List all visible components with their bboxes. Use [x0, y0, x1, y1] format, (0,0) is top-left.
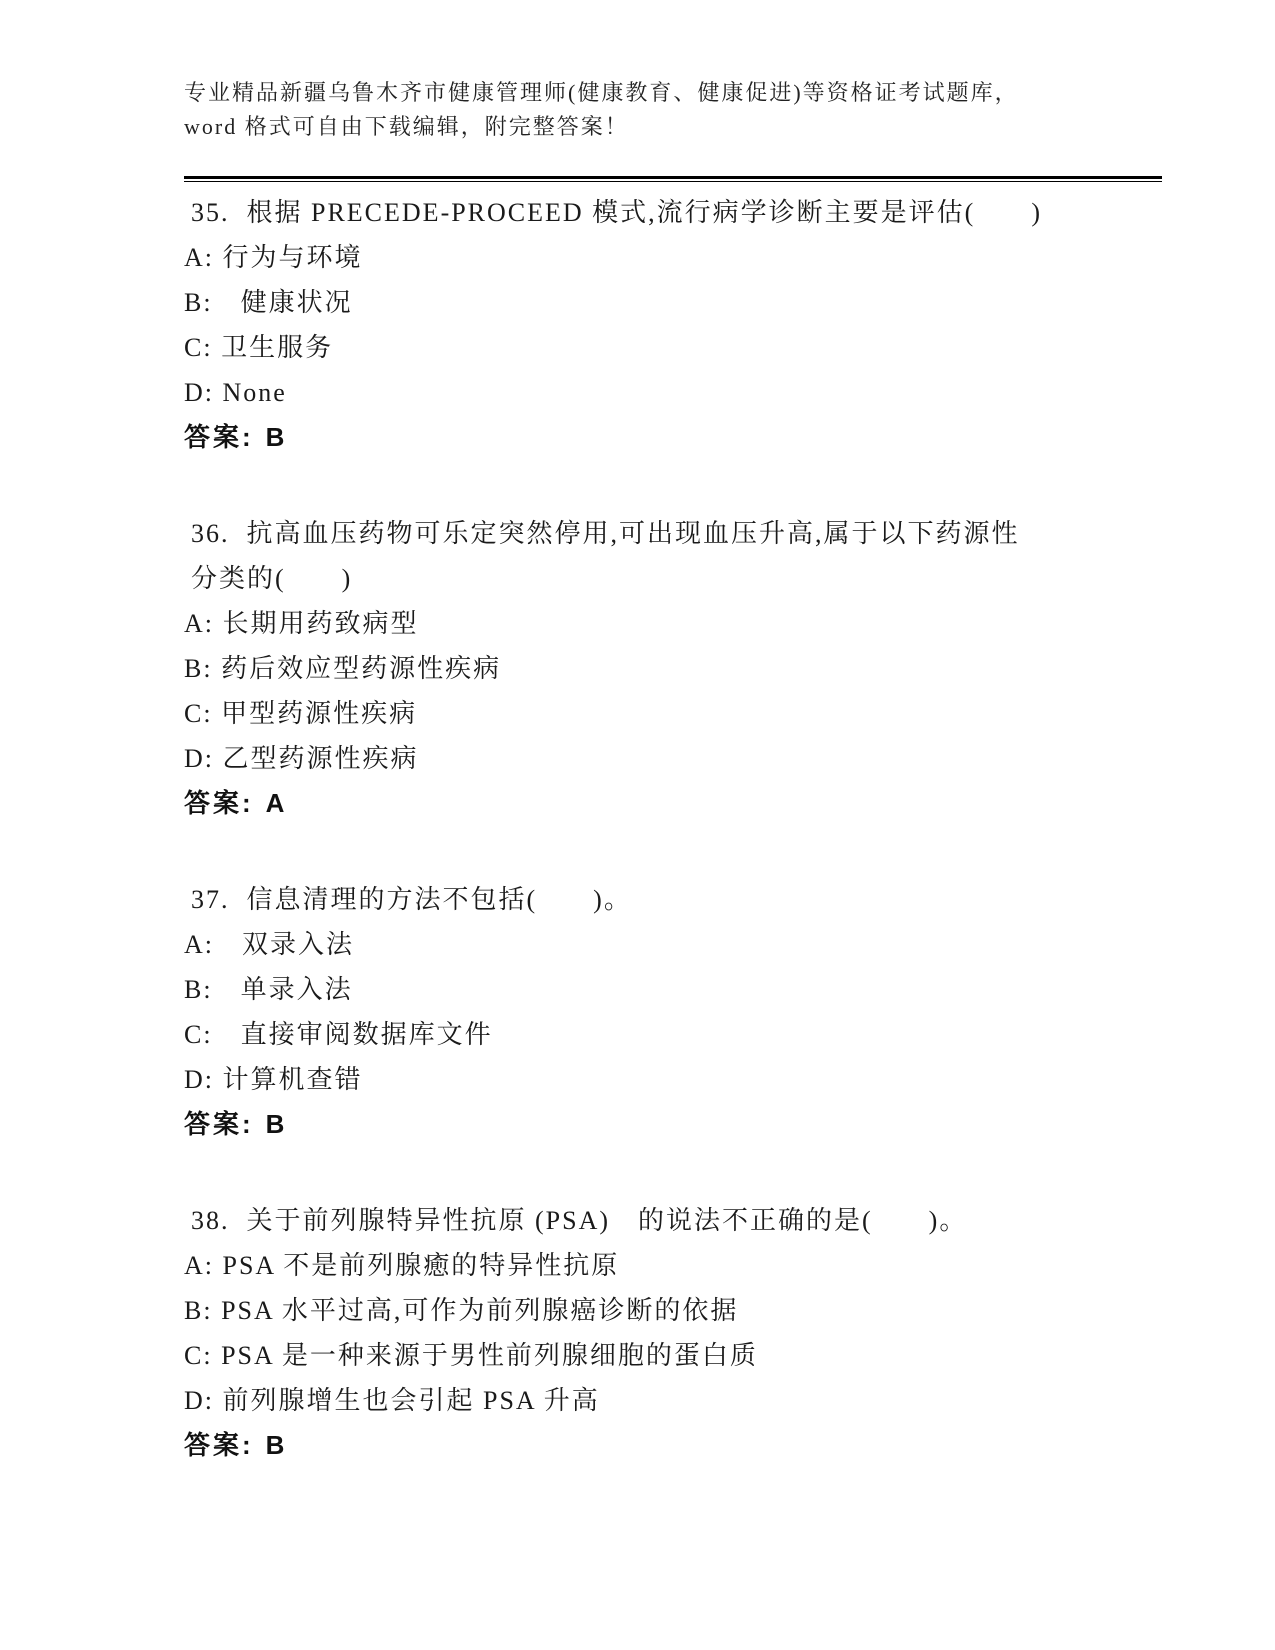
question-37-answer-row — [184, 1102, 1165, 1147]
question-37-text: 37. 信息清理的方法不包括( )。 — [191, 885, 632, 914]
question-35-option-d: D: None — [184, 378, 287, 407]
answer-label: 答案: — [184, 422, 254, 452]
question-36-text-line-1: 36. 抗高血压药物可乐定突然停用,可出现血压升高,属于以下药源性 — [191, 519, 1020, 548]
question-38-option-d: D: 前列腺增生也会引起 PSA 升高 — [184, 1386, 600, 1415]
question-36-text-line-2: 分类的( ) — [191, 564, 353, 593]
question-35-option-c: C: 卫生服务 — [184, 333, 334, 362]
question-38-text: 38. 关于前列腺特异性抗原 (PSA) 的说法不正确的是( )。 — [191, 1206, 968, 1235]
question-37 — [184, 877, 1165, 1147]
answer-value: B — [265, 422, 288, 452]
question-36-option-d: D: 乙型药源性疾病 — [184, 744, 419, 773]
question-36-option-a: A: 长期用药致病型 — [184, 609, 419, 638]
question-38-answer-row — [184, 1423, 1165, 1468]
answer-value: B — [265, 1109, 288, 1139]
header-divider-rule — [184, 176, 1162, 182]
header-line-2: word 格式可自由下载编辑，附完整答案！ — [184, 114, 629, 139]
answer-value: A — [265, 788, 288, 818]
question-35-option-b: B: 健康状况 — [184, 288, 353, 317]
question-37-option-a: A: 双录入法 — [184, 930, 355, 959]
question-38-option-a: A: PSA 不是前列腺癒的特异性抗原 — [184, 1251, 620, 1280]
question-35 — [184, 190, 1165, 460]
question-38-option-b: B: PSA 水平过高,可作为前列腺癌诊断的依据 — [184, 1296, 739, 1325]
question-36-option-c: C: 甲型药源性疾病 — [184, 699, 418, 728]
question-35-option-a: A: 行为与环境 — [184, 243, 363, 272]
question-36 — [184, 511, 1165, 826]
question-38-option-c: C: PSA 是一种来源于男性前列腺细胞的蛋白质 — [184, 1341, 758, 1370]
answer-label: 答案: — [184, 1109, 254, 1139]
question-37-option-d: D: 计算机查错 — [184, 1065, 363, 1094]
question-37-option-b: B: 单录入法 — [184, 975, 353, 1004]
header-line-1: 专业精品新疆乌鲁木齐市健康管理师(健康教育、健康促进)等资格证考试题库， — [184, 80, 1019, 105]
question-37-option-c: C: 直接审阅数据库文件 — [184, 1020, 493, 1049]
question-35-text: 35. 根据 PRECEDE-PROCEED 模式,流行病学诊断主要是评估( ) — [191, 198, 1043, 227]
question-35-answer-row — [184, 415, 1165, 460]
answer-value: B — [265, 1430, 288, 1460]
question-36-option-b: B: 药后效应型药源性疾病 — [184, 654, 502, 683]
header-note — [184, 76, 1165, 144]
question-38 — [184, 1198, 1165, 1468]
answer-label: 答案: — [184, 1430, 254, 1460]
question-36-answer-row — [184, 781, 1165, 826]
answer-label: 答案: — [184, 788, 254, 818]
